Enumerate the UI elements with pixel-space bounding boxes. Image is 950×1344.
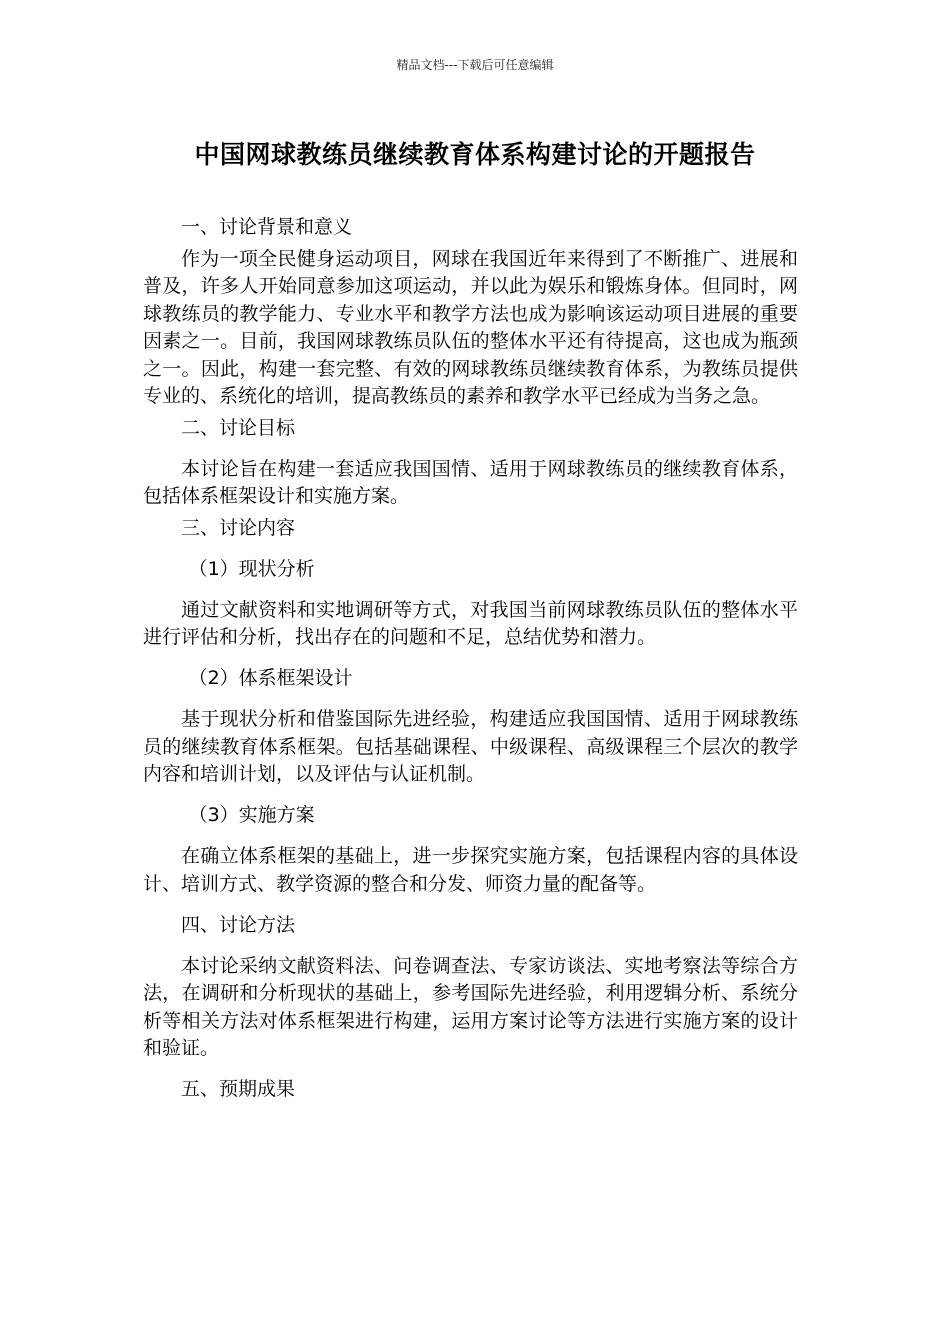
section-heading-goal: 二、讨论目标 [181, 416, 296, 439]
document-body [143, 214, 798, 1104]
section-heading-content: 三、讨论内容 [181, 516, 296, 539]
subsection-heading-status-analysis: （1）现状分析 [188, 557, 315, 580]
document-title: 中国网球教练员继续教育体系构建讨论的开题报告 [194, 140, 756, 169]
section-heading-method: 四、讨论方法 [181, 913, 296, 936]
paragraph-method: 本讨论采纳文献资料法、问卷调查法、专家访谈法、实地考察法等综合方法，在调研和分析现状的基础上，参考国际先进经验，利用逻辑分析、系统分析等相关方法对体系框架进行构建，运用方案讨论等方法进行实施方案的设计和验证。 [143, 954, 798, 1059]
page-header: 精品文档---下载后可任意编辑 [396, 58, 554, 72]
paragraph-implementation: 在确立体系框架的基础上，进一步探究实施方案，包括课程内容的具体设计、培训方式、教学资源的整合和分发、师资力量的配备等。 [143, 845, 798, 895]
paragraph-framework-design: 基于现状分析和借鉴国际先进经验，构建适应我国国情、适用于网球教练员的继续教育体系框架。包括基础课程、中级课程、高级课程三个层次的教学内容和培训计划，以及评估与认证机制。 [143, 708, 798, 785]
subsection-heading-framework-design: （2）体系框架设计 [188, 667, 353, 689]
section-heading-background: 一、讨论背景和意义 [181, 216, 353, 238]
subsection-heading-implementation: （3）实施方案 [188, 804, 315, 826]
section-heading-expected-results: 五、预期成果 [181, 1078, 296, 1100]
paragraph-status-analysis: 通过文献资料和实地调研等方式，对我国当前网球教练员队伍的整体水平进行评估和分析，找出存在的问题和不足，总结优势和潜力。 [143, 598, 798, 648]
paragraph-goal: 本讨论旨在构建一套适应我国国情、适用于网球教练员的继续教育体系，包括体系框架设计和实施方案。 [143, 457, 798, 507]
paragraph-background: 作为一项全民健身运动项目，网球在我国近年来得到了不断推广、进展和普及，许多人开始同意参加这项运动，并以此为娱乐和锻炼身体。但同时，网球教练员的教学能力、专业水平和教学方法也成为影响该运动项目进展的重要因素之一。目前，我国网球教练员队伍的整体水平还有待提高，这也成为瓶颈之一。因此，构建一套完整、有效的网球教练员继续教育体系，为教练员提供专业的、系统化的培训，提高教练员的素养和教学水平已经成为当务之急。 [143, 247, 798, 407]
